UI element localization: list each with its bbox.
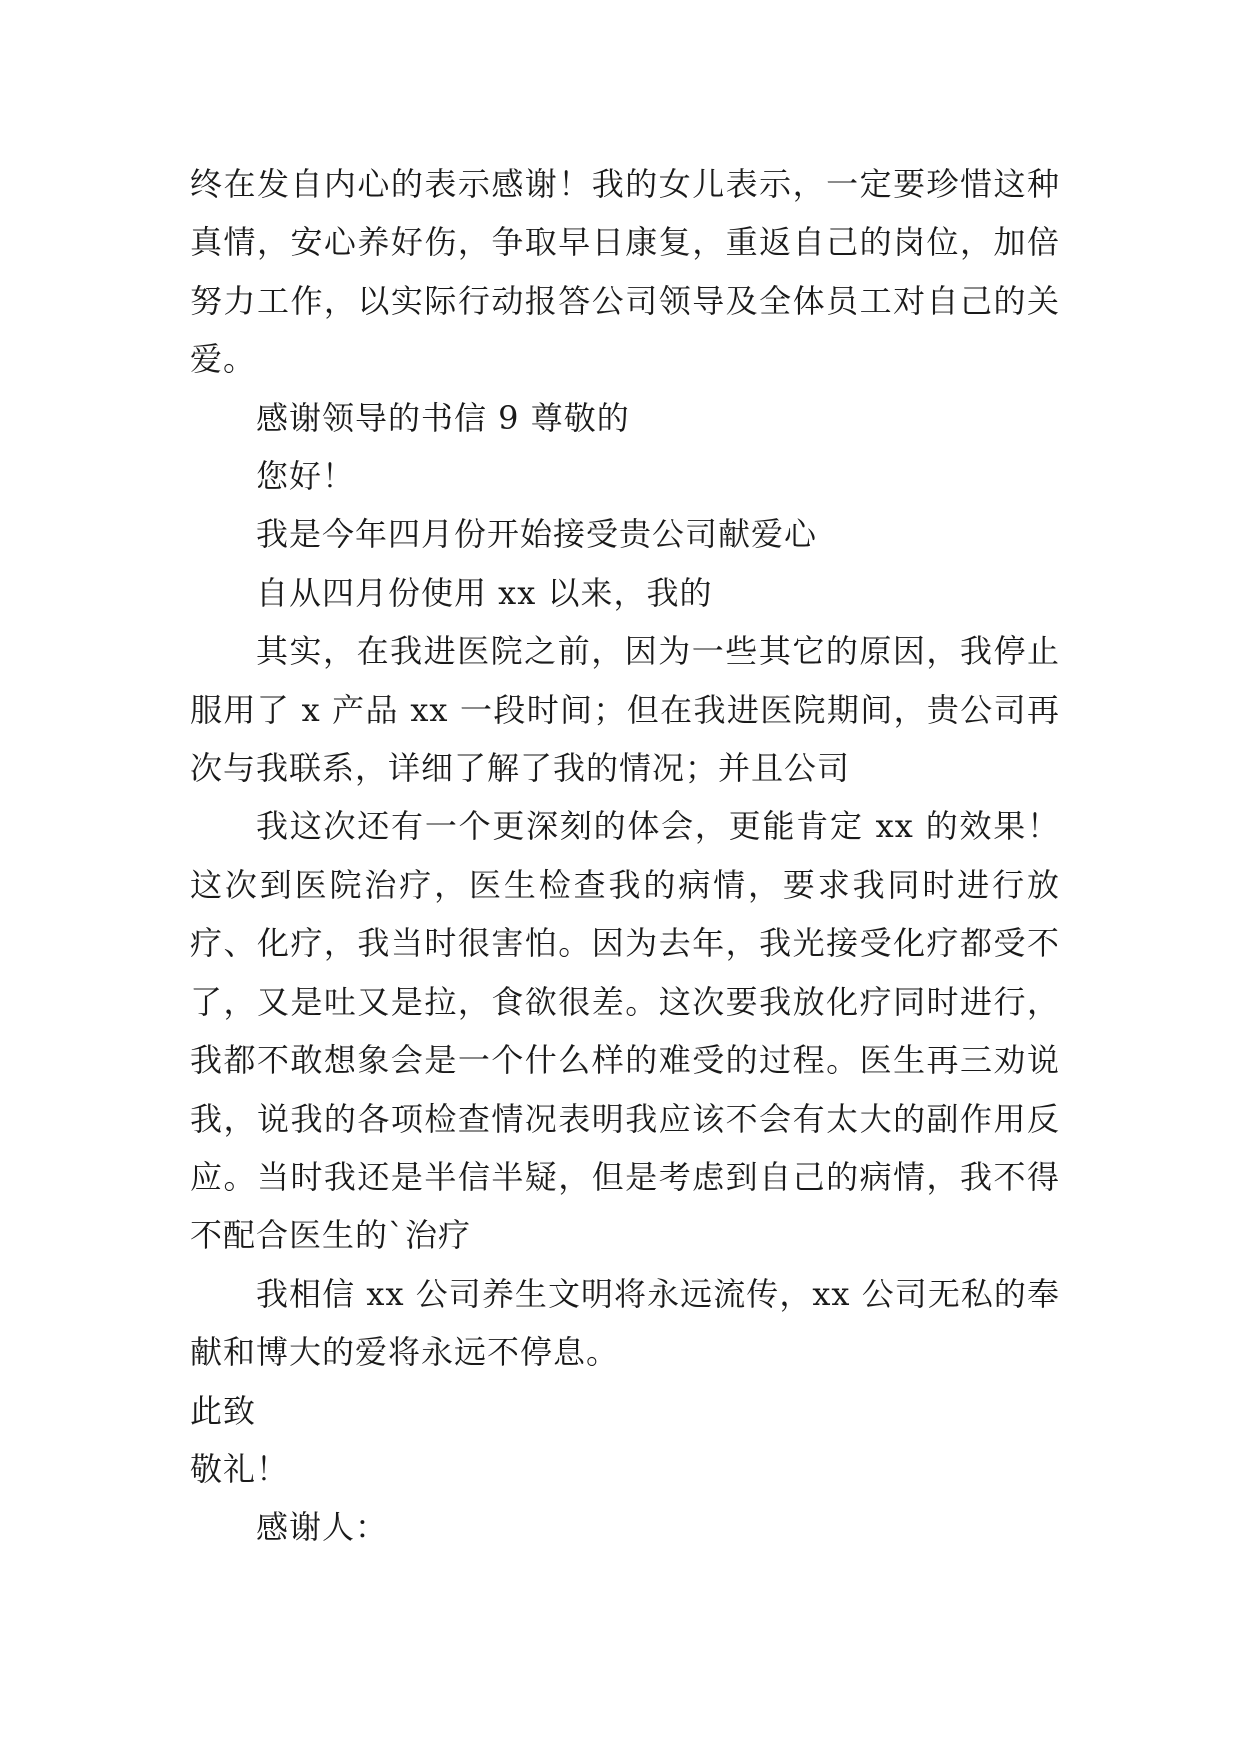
paragraph-2: 感谢领导的书信 9 尊敬的 [256, 398, 630, 437]
paragraph-3: 您好！ [256, 457, 356, 496]
paragraph-5: 自从四月份使用 xx 以来，我的 [256, 573, 713, 612]
paragraph-7: 我这次还有一个更深刻的体会，更能肯定 xx 的效果！这次到医院治疗，医生检查我的病情，要求我同时进行放疗、化疗，我当时很害怕。因为去年，我光接受化疗都受不了，又是吐又是拉，食欲很差。这次要我放化疗同时进行，我都不敢想象会是一个什么样的难受的过程。医生再三劝说我，说我的各项检查情况表明我应该不会有太大的副作用反应。当时我还是半信半疑，但是考虑到自己的病情，我不得不配合医生的`治疗 [190, 807, 1060, 1255]
paragraph-8: 我相信 xx 公司养生文明将永远流传，xx 公司无私的奉献和博大的爱将永远不停息。 [190, 1274, 1060, 1372]
signature-line: 感谢人： [256, 1508, 389, 1547]
paragraph-4: 我是今年四月份开始接受贵公司献爱心 [256, 515, 818, 554]
closing-regards: 敬礼！ [190, 1449, 290, 1488]
closing-salutation: 此致 [190, 1391, 257, 1430]
paragraph-6: 其实，在我进医院之前，因为一些其它的原因，我停止服用了 x 产品 xx 一段时间；但在我进医院期间，贵公司再次与我联系，详细了解了我的情况；并且公司 [190, 632, 1060, 788]
document-body [190, 155, 1060, 1557]
paragraph-1: 终在发自内心的表示感谢！我的女儿表示，一定要珍惜这种真情，安心养好伤，争取早日康复，重返自己的岗位，加倍努力工作，以实际行动报答公司领导及全体员工对自己的关爱。 [190, 165, 1060, 379]
